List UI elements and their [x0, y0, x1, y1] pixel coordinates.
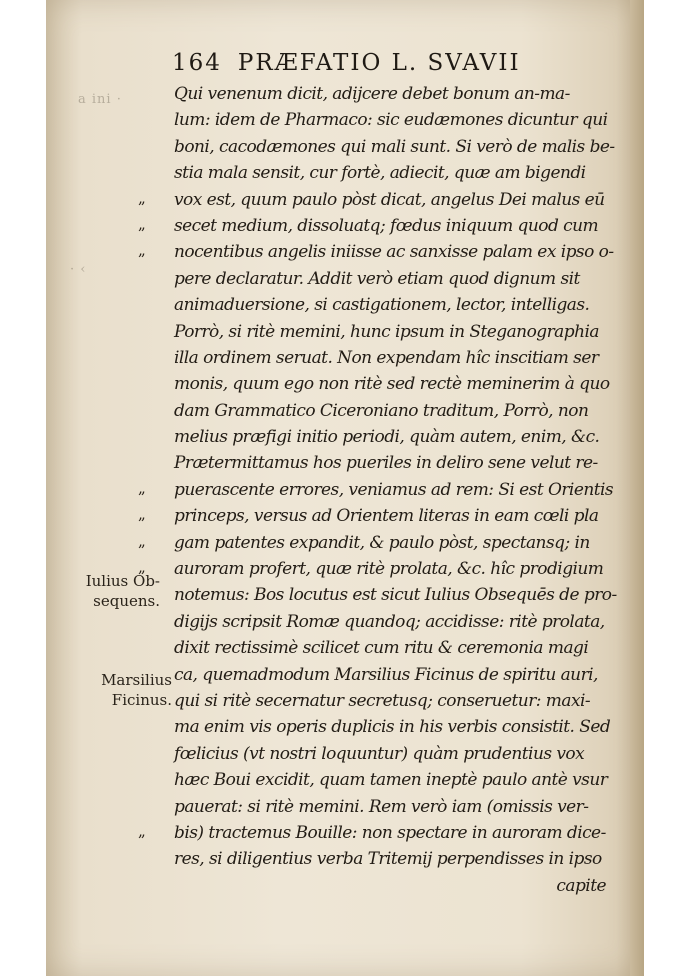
- text-line: monis, quum ego non ritè sed rectè meminerim à quo: [174, 374, 610, 395]
- text-line: boni, cacodæmones qui mali sunt. Si verò de malis be-: [174, 136, 615, 157]
- running-title: PRÆFATIO L. SVAVII: [237, 50, 521, 76]
- page-number: 164: [172, 50, 222, 76]
- text-line: fœlicius (vt nostri loquuntur) quàm prudentius vox: [174, 743, 585, 764]
- text-line: pere declaratur. Addit verò etiam quod dignum sit: [174, 268, 580, 289]
- text-line: vox est, quum paulo pòst dicat, angelus Dei malus eū: [174, 189, 605, 210]
- margin-note-line: Iulius Ob-: [85, 572, 160, 590]
- quotation-mark: „: [138, 479, 147, 497]
- text-line: melius præfigi initio periodi, quàm autem, enim, &c.: [174, 427, 600, 448]
- bleed-through-mark: a ini ·: [78, 92, 122, 107]
- quotation-mark: „: [138, 215, 147, 233]
- text-line: gam patentes expandit, & paulo pòst, spectansq; in: [174, 532, 590, 553]
- text-line: stia mala sensit, cur fortè, adiecit, quæ am bigendi: [174, 163, 586, 184]
- page-edge-shadow: [630, 0, 644, 976]
- text-line: pauerat: si ritè memini. Rem verò iam (omissis ver-: [174, 796, 589, 817]
- text-line: res, si diligentius verba Tritemij perpendisses in ipso: [174, 849, 602, 870]
- bleed-through-mark: · ‹: [70, 262, 87, 277]
- text-line: nocentibus angelis iniisse ac sanxisse palam ex ipso o-: [174, 242, 614, 263]
- body-text: [174, 81, 617, 899]
- text-line: auroram profert, quæ ritè prolata, &c. hîc prodigium: [174, 559, 604, 580]
- text-line: notemus: Bos locutus est sicut Iulius Obsequēs de pro-: [174, 585, 617, 606]
- margin-note-line: sequens.: [93, 592, 160, 610]
- text-line: dam Grammatico Ciceroniano traditum, Porrò, non: [174, 400, 589, 421]
- text-line: qui si ritè secernatur secretusq; conseruetur: maxi-: [174, 690, 591, 711]
- text-line: bis) tractemus Bouille: non spectare in auroram dice-: [174, 822, 606, 843]
- text-line: animaduersione, si castigationem, lector, intelligas.: [174, 295, 590, 316]
- text-line: secet medium, dissoluatq; fœdus iniquum quod cum: [174, 215, 599, 236]
- text-line: digijs scripsit Romæ quandoq; accidisse: ritè prolata,: [174, 611, 605, 632]
- quotation-mark: „: [138, 558, 147, 577]
- text-line: Porrò, si ritè memini, hunc ipsum in Steganographia: [174, 321, 599, 342]
- quotation-mark: „: [138, 531, 147, 550]
- margin-note-line: Ficinus.: [111, 691, 172, 709]
- quotation-mark: „: [138, 505, 147, 524]
- margin-note-line: Marsilius: [101, 671, 172, 689]
- text-line: illa ordinem seruat. Non expendam hîc inscitiam ser: [174, 347, 599, 368]
- text-line: princeps, versus ad Orientem literas in eam cœli pla: [174, 506, 599, 527]
- text-line: puerascente errores, veniamus ad rem: Si est Orientis: [174, 479, 614, 500]
- text-line: Qui venenum dicit, adijcere debet bonum an-ma-: [174, 84, 570, 104]
- text-line: hæc Boui excidit, quam tamen ineptè paulo antè vsur: [174, 770, 608, 791]
- running-header: [172, 50, 592, 82]
- quotation-mark: „: [138, 822, 147, 841]
- margin-note-marsilius-ficinus: [80, 670, 172, 710]
- text-line: dixit rectissimè scilicet cum ritu & ceremonia magi: [174, 638, 589, 659]
- text-line: capite: [556, 875, 606, 896]
- text-line: ca, quemadmodum Marsilius Ficinus de spiritu auri,: [174, 664, 598, 685]
- text-line: Prætermittamus hos pueriles in deliro sene velut re-: [174, 453, 598, 474]
- quotation-mark: „: [138, 241, 147, 260]
- text-line: ma enim vis operis duplicis in his verbis consistit. Sed: [174, 717, 611, 738]
- quotation-mark: „: [138, 188, 147, 207]
- margin-note-iulius-obsequens: [72, 571, 160, 611]
- text-line: lum: idem de Pharmaco: sic eudæmones dicuntur qui: [174, 110, 608, 131]
